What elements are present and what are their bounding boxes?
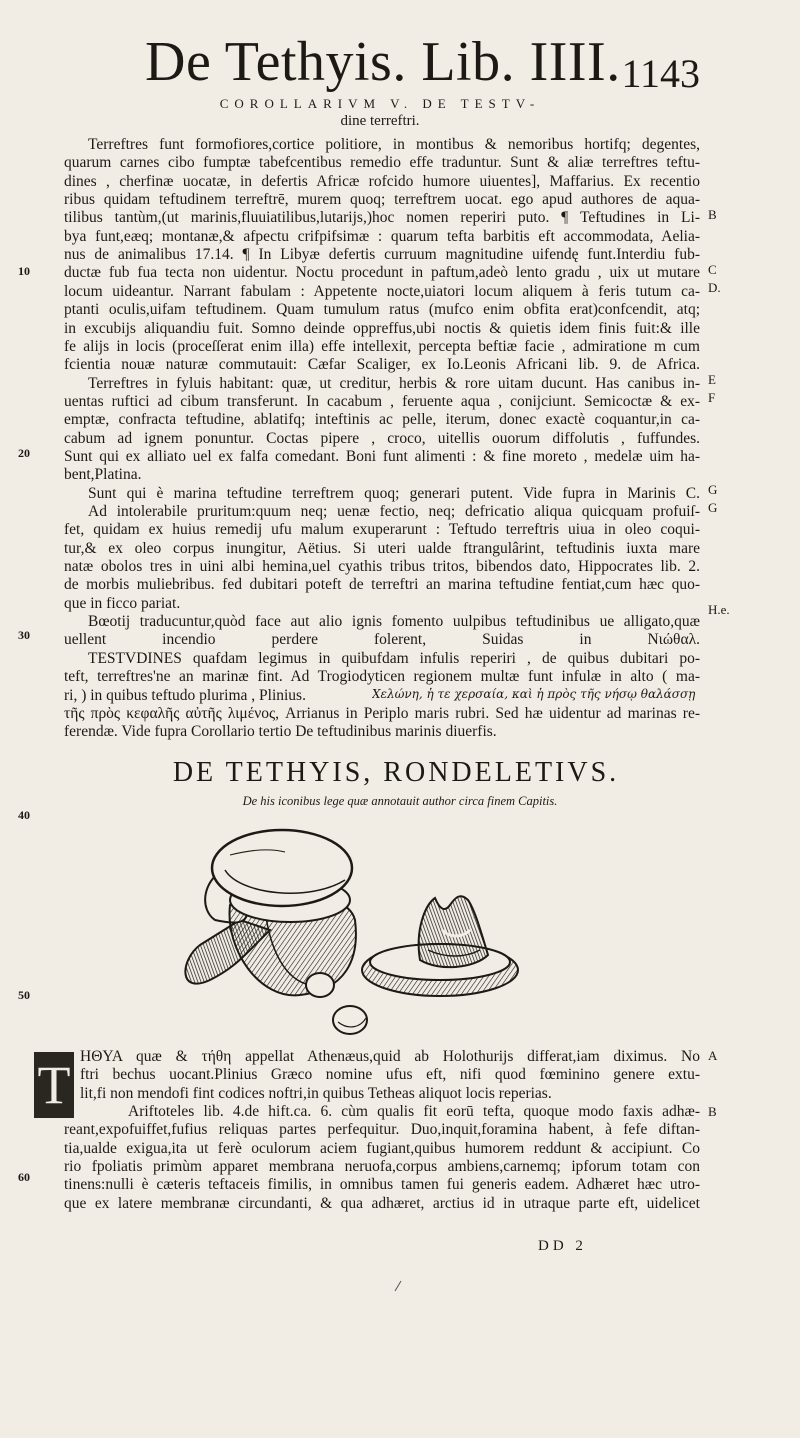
text-line: Terreftres funt formofiores,cortice politiore, in montibus & nemoribus hortifq; degentes, — [88, 136, 700, 153]
text-line: uentas ruftici ad cibum transferunt. In cacabum , feruente aqua , conijciunt. Semicoctæ & ex- — [64, 392, 700, 410]
text-line: de morbis muliebribus. fed dubitari poteft de terreftri an marina teftudine fentiat,cum hæc quo- — [64, 576, 700, 594]
text-line: uellent incendio perdere folerent, Suidas in Νιώθαλ. — [64, 631, 700, 649]
margin-note: D. — [708, 280, 721, 295]
line-number: 10 — [18, 264, 30, 278]
text-line: ftri bechus uocant.Plinius Græco nomine ufus eft, nifi quod fœminino genere extu- — [80, 1066, 700, 1084]
text-line: tilibus tantùm,(ut marinis,fluuiatilibus,lutarijs,)hoc nomen reperiri puto. ¶ Teftudines in Li- — [64, 209, 700, 227]
text-line: ribus quidam teftudinem terreftrē, murem quoq; terreftrem uocat. ego apud authores de aqua- — [64, 191, 700, 209]
stray-ink-mark — [393, 1280, 403, 1292]
text-line: ferendæ. Vide fupra Corollario tertio De teftudinibus marinis diuerfis. — [64, 723, 497, 741]
text-line: Bœotij traducuntur,quòd face aut alio ignis fomento uulpibus teftudinibus ue alligato,quæ — [88, 613, 700, 631]
tethya-woodcut-illustration — [170, 810, 550, 1050]
page-title: De Tethyis. Lib. IIII. — [145, 31, 621, 93]
text-line: bent,Platina. — [64, 466, 142, 484]
line-number: 40 — [18, 808, 30, 822]
text-line: quarum carnes cibo fumptæ tabefcentibus remedio effe traduntur. Sunt & aliæ terreftres teftu- — [64, 154, 700, 172]
text-line: fet, quidam ex huius remedij ufu malum exuperarunt : Teftudo terreftris uiua in oleo coqui- — [64, 521, 700, 539]
text-line: Terreftres in fyluis habitant: quæ, ut creditur, herbis & rore uitam ducunt. Has canibus in- — [88, 374, 700, 392]
text-line: que in ficco pariat. — [64, 594, 181, 612]
text-line: Ariftoteles lib. 4.de hift.ca. 6. cùm qualis fit eorū tefta, quoque modo faxis adhæ- — [128, 1103, 700, 1121]
text-line: teft, terreftres'ne an marinæ fint. Ad Trogiodyticen regionem multæ funt infulæ in alto ( ma- — [64, 668, 700, 686]
text-line: τῆς πρὸς κεφαλῆς αὐτῆς λιμένος, Arrianus in Periplo maris rubri. Sed hæ uidentur ad marinas re- — [64, 704, 700, 722]
greek-quotation: Χελώνη, ἡ τε χερσαία, καὶ ἡ πρὸς τῆς νήσῳ θαλάσσῃ — [372, 686, 696, 701]
text-line: HΘYA quæ & τήθη appellat Athenæus,quid ab Holothurijs differat,iam diximus. No — [80, 1048, 700, 1065]
text-line: tur,& ex oleo corpus inungitur, Aëtius. Si uteri ualde ftrangulârint, teftudinis iuxta mare — [64, 539, 700, 557]
text-line: cabum ad ignem ponuntur. Coctas pipere , croco, uitellis ouorum diffolutis , fuffundes. — [64, 429, 700, 447]
margin-note: B — [708, 207, 717, 222]
text-line: Sunt qui ex alliato uel ex falfa comedant. Boni funt alimenti : & fine moreto , medelæ uim ha- — [64, 447, 700, 465]
margin-note: G — [708, 482, 718, 497]
page-number: 1143 — [621, 51, 700, 96]
margin-note: E — [708, 372, 716, 387]
margin-note: F — [708, 390, 716, 405]
tethya-left-figure — [185, 830, 367, 1034]
text-line: Sunt qui è marina teftudine terreftrem quoq; generari putent. Vide fupra in Marinis C. — [88, 484, 700, 502]
text-line: natæ obolos tres in uini albi hemina,uel cyathis tribus tritos, bibendos dato, Hippocrates lib. 2. — [64, 558, 700, 576]
text-line: tinens:nulli è cæteris teftaceis fimilis, in omnibus tamen fui generis eadem. Adhæret hæc utro- — [64, 1176, 700, 1194]
text-line: Ad intolerabile pruritum:quum neq; uenæ fectio, neq; defricatio aliqua quicquam profuiſ- — [88, 503, 700, 520]
text-line: TESTVDINES quafdam legimus in quibufdam infulis reperiri , de quibus dubitari po- — [88, 649, 700, 667]
section-title: DE TETHYIS, RONDELETIVS. — [172, 757, 620, 788]
text-line: reant,expofuiffet,fufius reliquas partes perfequitur. Duo,inquit,foramina habent, à fefe diftan- — [64, 1121, 700, 1139]
text-line: que ex latere membranæ circundanti, & qua adhæret, arctius id in utraque parte eft, uidelicet — [64, 1194, 700, 1212]
figure-caption: De his iconibus lege quæ annotauit author circa finem Capitis. — [242, 794, 558, 808]
text-line: lit,fi non mendofi fint codices noftri,in quibus Tetheas aliquot locis reperias. — [80, 1084, 552, 1102]
corollary-heading: COROLLARIVM V. DE TESTV- — [219, 96, 541, 111]
text-line: rio fpoliatis primùm apparet membrana neruofa,corpus ambiens,carnemq; ipforum totam con — [64, 1158, 700, 1176]
text-line: nus de animalibus 17.14. ¶ In Libyæ defertis curruum magnitudine uifendę funt.Interdiu fub- — [64, 246, 700, 264]
text-line: tia,ualde exigua,ita ut ferè oculorum aciem fugiant,quibus humorem reddunt & accipiunt. Co — [64, 1139, 700, 1157]
signature-mark: DD 2 — [538, 1238, 587, 1254]
text-line: in excubijs aliquandiu fuit. Somno deinde oppreffus,ubi noctis & quietis idem finis fuit:& ille — [64, 319, 700, 337]
line-number: 30 — [18, 628, 30, 642]
text-line: emptæ, confracta teftudine, ablatifq; inteftinis ac pelle, iterum, donec exactè coquantur,in ca- — [64, 411, 700, 429]
margin-note: G — [708, 500, 718, 515]
text-line: ptanti oculis,uifam teftudinem. Quam tumulum ratus (mufco enim obfita erat)confcendit, atq; — [64, 301, 700, 319]
text-line: bya funt,eæq; montanæ,& afpectu crifpifsimæ : quarum tefta barbitis eft accommodata, Aelia- — [64, 227, 700, 245]
line-number: 50 — [18, 988, 30, 1002]
text-line: ri, ) in quibus teftudo plurima , Plinius. — [64, 686, 306, 704]
text-line: fcientia nouæ naturæ commutauit: Cæfar Scaliger, ex Io.Leonis Africani lib. 9. de Africa. — [64, 356, 700, 374]
text-line: locum uideantur. Narrant fabulam : Appetente nocte,uiatori locum aliquem à feris tutum ca- — [64, 282, 700, 300]
text-line: ductæ fub fua tecta non uidentur. Noctu procedunt in paftum,adeò lento gradu , uix ut mutare — [64, 264, 700, 282]
text-line: dines , cherfinæ uocatæ, in defertis Africæ rofcido humore uiuentes], Maffarius. Ex recentio — [64, 172, 700, 190]
margin-note: B — [708, 1104, 717, 1119]
line-number: 20 — [18, 446, 30, 460]
margin-note: C — [708, 262, 717, 277]
running-header — [140, 28, 700, 98]
line-number: 60 — [18, 1170, 30, 1184]
margin-note: A — [708, 1048, 718, 1063]
margin-note: H.e. — [708, 602, 730, 617]
decorated-initial-letter: T — [34, 1052, 74, 1118]
text-line: fe alijs in locis (proceſſerat enim illa) effe intellexit, percepta beftiæ facie , admiratione m cum — [64, 337, 700, 355]
corollary-heading-cont: dine terreftri. — [340, 113, 420, 129]
tethya-right-figure — [362, 896, 518, 996]
